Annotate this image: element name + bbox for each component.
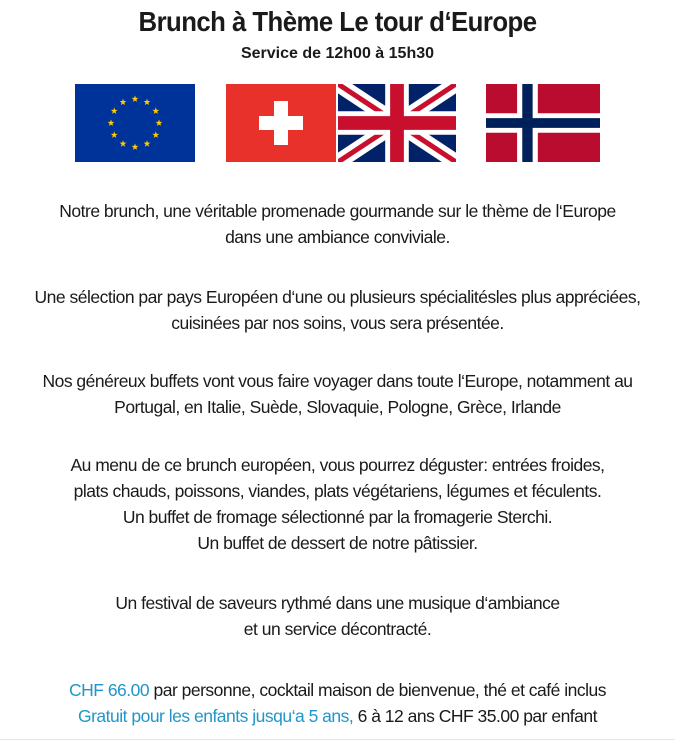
adult-price-details: par personne, cocktail maison de bienvenue, thé et café inclus	[149, 680, 606, 700]
adult-price: CHF 66.00	[69, 680, 150, 700]
pricing-line-adult	[0, 677, 675, 703]
intro-line-1: Notre brunch, une véritable promenade gourmande sur le thème de l‘Europe	[59, 201, 616, 221]
festival-line-1: Un festival de saveurs rythmé dans une musique d‘ambiance	[115, 593, 560, 613]
bottom-divider	[0, 739, 675, 740]
menu-line-1: Au menu de ce brunch européen, vous pourrez déguster: entrées froides,	[70, 455, 605, 475]
menu-line-2: plats chauds, poissons, viandes, plats végétariens, légumes et féculents.	[73, 481, 602, 501]
flags-row	[0, 84, 675, 164]
selection-line-2: cuisinées par nos soins, vous sera présentée.	[171, 313, 504, 333]
service-hours: Service de 12h00 à 15h30	[240, 45, 435, 62]
page-title: Brunch à Thème Le tour d‘Europe	[138, 6, 537, 37]
uk-flag-icon	[338, 84, 456, 162]
swiss-flag-icon	[226, 84, 336, 162]
uk-flag-graphic	[338, 84, 456, 162]
buffets-line-1: Nos généreux buffets vont vous faire voyager dans toute l‘Europe, notamment au	[42, 371, 633, 391]
menu-line-3: Un buffet de fromage sélectionné par la fromagerie Sterchi.	[122, 507, 553, 527]
selection-paragraph	[0, 284, 675, 336]
festival-line-2: et un service décontracté.	[243, 619, 432, 639]
children-free-note: Gratuit pour les enfants jusqu‘a 5 ans,	[77, 706, 354, 726]
eu-flag-graphic	[75, 84, 195, 162]
norway-flag-icon	[486, 84, 600, 162]
intro-paragraph	[0, 198, 675, 250]
pricing-line-children	[0, 703, 675, 729]
children-price-details: 6 à 12 ans CHF 35.00 par enfant	[353, 706, 597, 726]
selection-line-1: Une sélection par pays Européen d‘une ou plusieurs spécialitésles plus appréciées,	[34, 287, 641, 307]
buffets-line-2: Portugal, en Italie, Suède, Slovaquie, Pologne, Grèce, Irlande	[114, 397, 561, 417]
menu-line-4: Un buffet de dessert de notre pâtissier.	[197, 533, 478, 553]
eu-flag-icon	[75, 84, 195, 162]
buffets-paragraph	[0, 368, 675, 420]
intro-line-2: dans une ambiance conviviale.	[225, 227, 450, 247]
swiss-flag-graphic	[226, 84, 336, 162]
norway-flag-graphic	[486, 84, 600, 162]
pricing-paragraph	[0, 677, 675, 729]
festival-paragraph	[0, 590, 675, 642]
menu-paragraph	[0, 452, 675, 556]
